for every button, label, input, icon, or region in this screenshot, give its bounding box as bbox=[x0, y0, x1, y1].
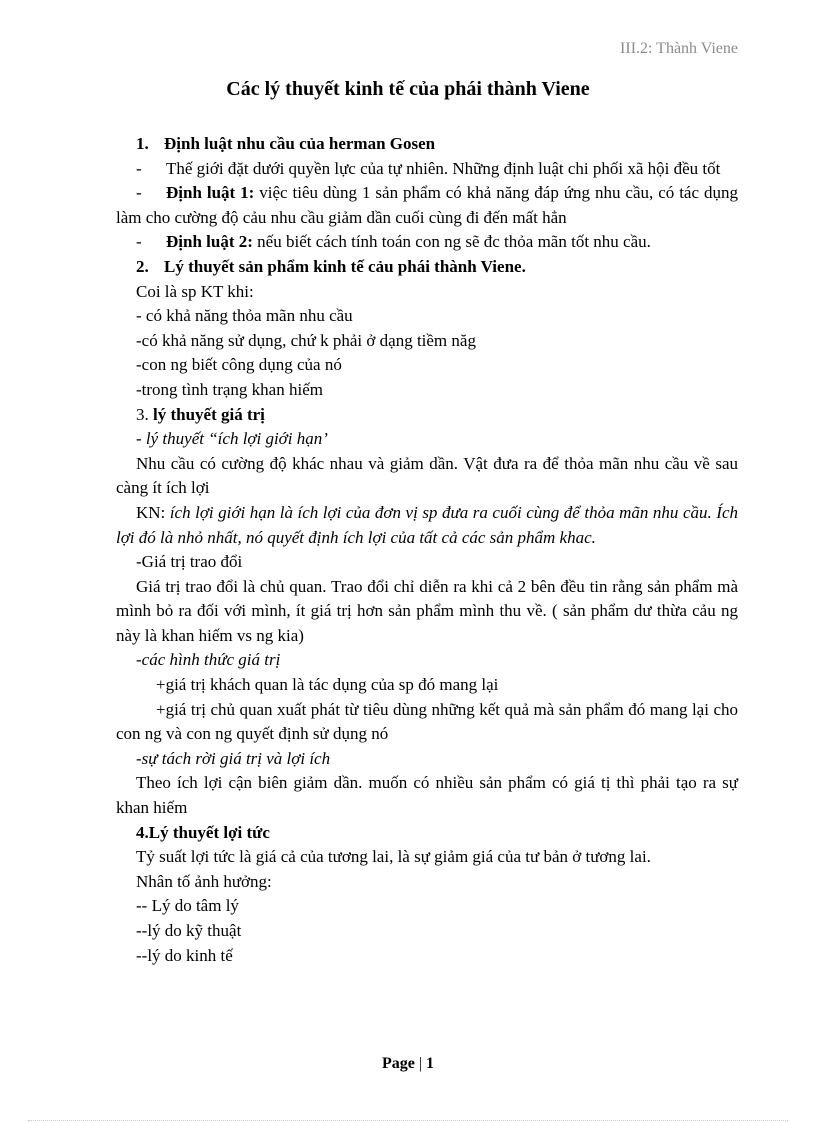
law-label: Định luật 1: bbox=[166, 183, 255, 203]
text-line: - lý thuyết “ích lợi giới hạn’ bbox=[136, 429, 328, 449]
definition-paragraph bbox=[116, 501, 738, 550]
page-title: Các lý thuyết kinh tế của phái thành Viene bbox=[226, 78, 590, 100]
text-line: Coi là sp KT khi: bbox=[136, 281, 254, 301]
text-line: Nhân tố ảnh hưởng: bbox=[136, 871, 272, 891]
dash-marker: - bbox=[136, 183, 142, 203]
text-line: -có khả năng sử dụng, chứ k phải ở dạng tiềm năg bbox=[136, 330, 476, 350]
text-line: --lý do kỹ thuật bbox=[136, 921, 242, 940]
section-title: Lý thuyết sản phẩm kinh tế cảu phái thành Viene. bbox=[164, 256, 526, 276]
section-1-heading bbox=[116, 132, 738, 157]
paragraph: Nhu cầu có cường độ khác nhau và giảm dần. Vật đưa ra để thỏa mãn nhu cầu về sau càng ít ích lợi bbox=[116, 453, 738, 498]
bullet-paragraph bbox=[116, 157, 738, 182]
section-number: 2. bbox=[136, 256, 149, 276]
section-4-heading: 4.Lý thuyết lợi tức bbox=[136, 822, 270, 842]
text-line: -- Lý do tâm lý bbox=[136, 896, 239, 916]
section-number: 3. bbox=[136, 404, 153, 424]
section-title: lý thuyết giá trị bbox=[153, 404, 265, 424]
paragraph-text: Thế giới đặt dưới quyền lực của tự nhiên. Những định luật chi phối xã hội đều tốt bbox=[166, 158, 721, 178]
text-line: - có khả năng thỏa mãn nhu cầu bbox=[136, 306, 353, 326]
section-2-heading bbox=[116, 255, 738, 280]
text-line: Tỷ suất lợi tức là giá cả của tương lai, là sự giảm giá của tư bản ở tương lai. bbox=[136, 847, 651, 867]
section-number: 1. bbox=[136, 134, 149, 153]
definition-label: KN: bbox=[136, 502, 170, 522]
paragraph: +giá trị chủ quan xuất phát từ tiêu dùng những kết quả mà sản phẩm đó mang lại cho con ng và con ng quyết định sử dụng nó bbox=[116, 699, 738, 744]
text-line: -sự tách rời giá trị và lợi ích bbox=[136, 748, 331, 768]
text-line: -trong tình trạng khan hiếm bbox=[136, 379, 323, 399]
bullet-paragraph bbox=[116, 230, 738, 255]
page-label: Page bbox=[381, 1055, 415, 1072]
text-line: -Giá trị trao đổi bbox=[136, 552, 243, 572]
definition-text: ích lợi giới hạn là ích lợi của đơn vị sp đưa ra cuối cùng để thỏa mãn nhu cầu. Ích lợi đó là nhỏ nhất, nó quyết định ích lợi của tất cả các sản phẩm khac. bbox=[116, 502, 738, 547]
text-line: --lý do kinh tế bbox=[136, 945, 233, 965]
section-title: Định luật nhu cầu của herman Gosen bbox=[164, 134, 436, 153]
text-line: -các hình thức giá trị bbox=[136, 650, 281, 670]
paragraph: Theo ích lợi cận biên giảm dần. muốn có nhiều sản phẩm có giá tị thì phải tạo ra sự khan hiếm bbox=[116, 773, 738, 818]
footer-separator: | bbox=[414, 1055, 427, 1072]
document-body bbox=[116, 132, 738, 968]
paragraph: Giá trị trao đổi là chủ quan. Trao đổi chỉ diễn ra khi cả 2 bên đều tin rằng sản phẩm mà mình bỏ ra đối với mình, ít giá trị hơn sản phẩm mình thu về. ( sản phẩm dư thừa cảu ng này là khan hiếm vs ng kia) bbox=[116, 576, 738, 645]
running-header: III.2: Thành Viene bbox=[620, 40, 738, 57]
page-bottom-border bbox=[28, 1120, 788, 1121]
section-3-heading bbox=[116, 403, 738, 428]
paragraph-text: nếu biết cách tính toán con ng sẽ đc thỏa mãn tốt nhu cầu. bbox=[252, 232, 651, 252]
paragraph-text: việc tiêu dùng 1 sản phẩm có khả năng đáp ứng nhu cầu, có tác dụng làm cho cường độ cảu nhu cầu giảm dần cuối cùng đi đến mất hẳn bbox=[116, 183, 738, 227]
bullet-paragraph bbox=[116, 181, 738, 230]
dash-marker: - bbox=[136, 158, 142, 178]
page-footer bbox=[0, 1055, 816, 1073]
text-line: -con ng biết công dụng của nó bbox=[136, 355, 342, 375]
text-line: +giá trị khách quan là tác dụng của sp đó mang lại bbox=[156, 675, 499, 695]
page-number: 1 bbox=[426, 1055, 435, 1072]
dash-marker: - bbox=[136, 232, 142, 252]
law-label: Định luật 2: bbox=[166, 232, 253, 252]
